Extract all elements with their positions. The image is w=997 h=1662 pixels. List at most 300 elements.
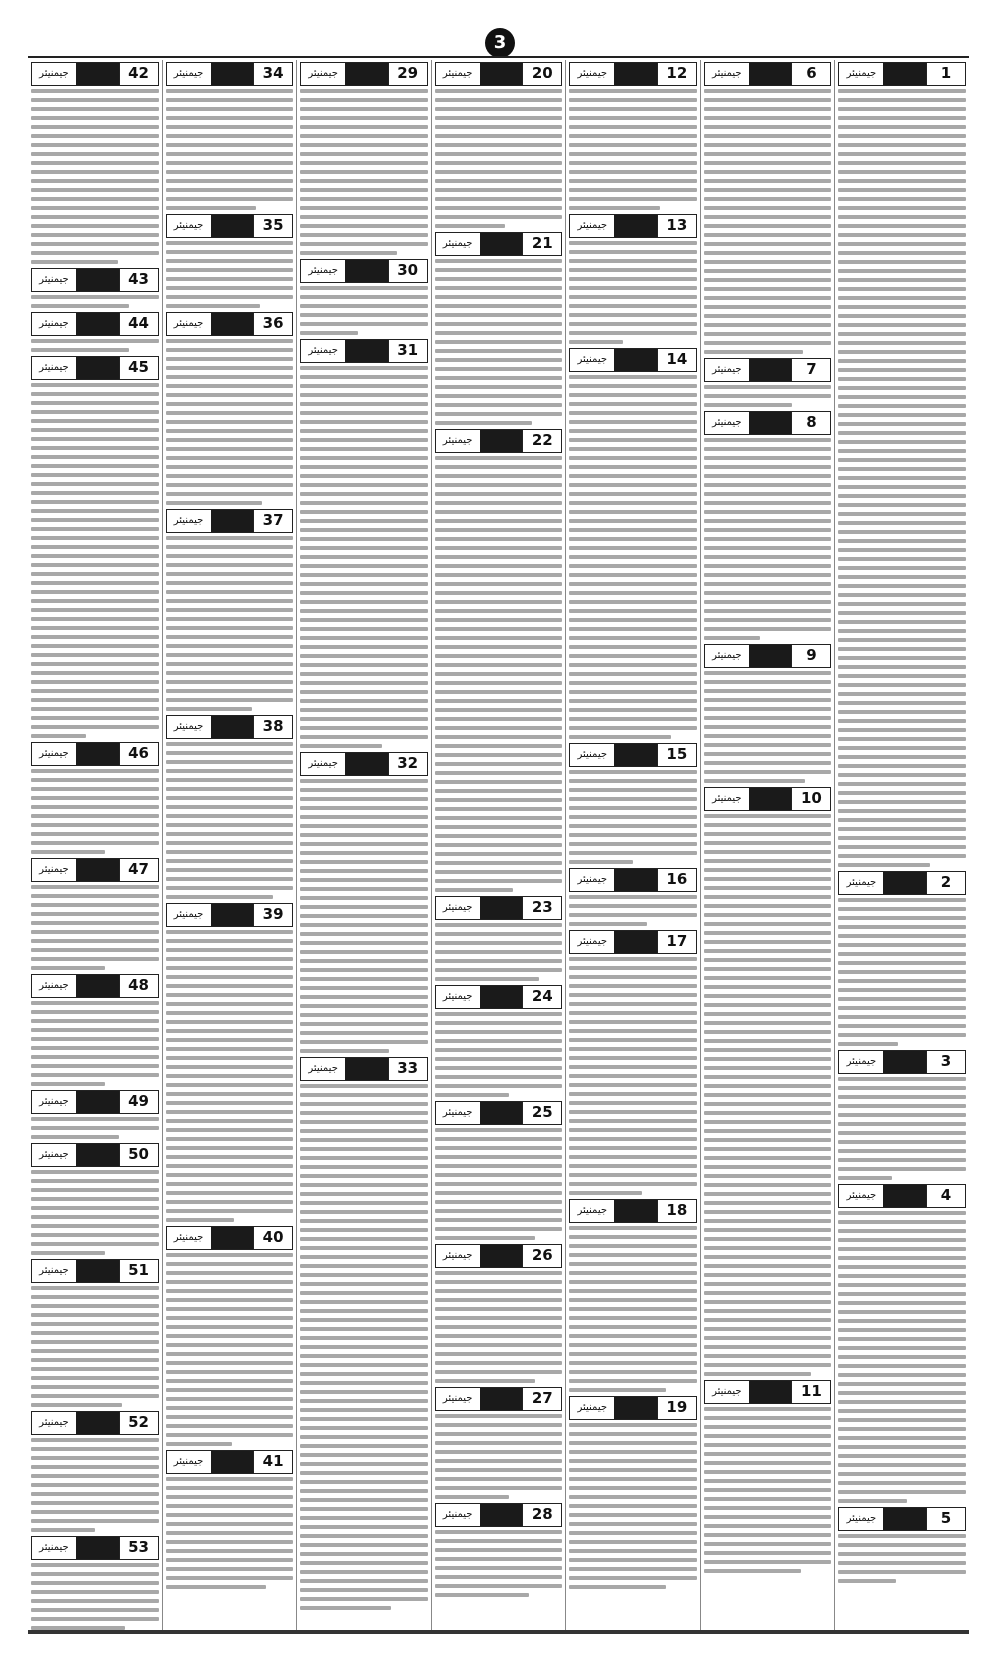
text-line bbox=[838, 1561, 966, 1565]
text-line bbox=[569, 1137, 697, 1141]
text-line bbox=[31, 1438, 159, 1442]
text-line bbox=[704, 1345, 832, 1349]
text-line bbox=[31, 1367, 159, 1371]
news-item-header bbox=[31, 1259, 159, 1283]
text-line bbox=[569, 250, 697, 254]
text-line bbox=[31, 671, 159, 675]
text-line bbox=[31, 563, 159, 567]
text-line bbox=[166, 89, 294, 93]
news-item-number: 48 bbox=[119, 975, 158, 997]
text-line bbox=[838, 134, 966, 138]
text-line bbox=[435, 1227, 563, 1231]
text-line bbox=[31, 581, 159, 585]
text-line bbox=[435, 780, 563, 784]
news-item-number: 17 bbox=[657, 931, 696, 953]
news-item-header bbox=[838, 1050, 966, 1074]
text-line bbox=[300, 914, 428, 918]
text-line bbox=[704, 1147, 832, 1151]
text-line bbox=[166, 671, 294, 675]
text-line bbox=[31, 518, 159, 522]
text-line bbox=[704, 1282, 832, 1286]
text-line bbox=[166, 805, 294, 809]
news-item-header-bar bbox=[345, 753, 388, 775]
text-line bbox=[300, 806, 428, 810]
text-line bbox=[31, 590, 159, 594]
text-line bbox=[435, 654, 563, 658]
text-line bbox=[31, 1501, 159, 1505]
text-line bbox=[31, 188, 159, 192]
text-line bbox=[704, 1515, 832, 1519]
news-item-header-bar bbox=[614, 744, 657, 766]
news-item-header bbox=[300, 752, 428, 776]
text-line bbox=[569, 98, 697, 102]
text-line bbox=[838, 215, 966, 219]
text-line bbox=[838, 1122, 966, 1126]
text-line bbox=[31, 1073, 159, 1077]
text-line bbox=[300, 1462, 428, 1466]
news-item-number: 18 bbox=[657, 1200, 696, 1222]
news-item-number: 3 bbox=[926, 1051, 965, 1073]
text-line bbox=[166, 429, 294, 433]
text-line bbox=[166, 286, 294, 290]
text-line bbox=[435, 519, 563, 523]
news-item-text-lines bbox=[300, 1084, 428, 1610]
text-line bbox=[31, 930, 159, 934]
text-line bbox=[569, 304, 697, 308]
text-line bbox=[31, 428, 159, 432]
text-line bbox=[31, 1340, 159, 1344]
text-line bbox=[838, 260, 966, 264]
text-line bbox=[435, 1557, 563, 1561]
text-line bbox=[435, 134, 563, 138]
news-item-header bbox=[704, 62, 832, 86]
text-line bbox=[704, 278, 832, 282]
news-item bbox=[435, 232, 563, 425]
text-line bbox=[704, 1524, 832, 1528]
news-item-number: 28 bbox=[522, 1504, 561, 1526]
news-item-text-lines bbox=[435, 456, 563, 892]
news-item-header bbox=[435, 232, 563, 256]
text-line bbox=[569, 1065, 697, 1069]
text-line bbox=[166, 277, 294, 281]
text-line bbox=[569, 681, 697, 685]
text-line bbox=[435, 1218, 563, 1222]
text-line bbox=[31, 1170, 159, 1174]
text-line bbox=[569, 788, 697, 792]
text-line bbox=[435, 582, 563, 586]
text-line bbox=[166, 1155, 294, 1159]
text-line bbox=[704, 600, 832, 604]
news-item-header bbox=[31, 356, 159, 380]
text-line bbox=[704, 1120, 832, 1124]
text-line bbox=[300, 295, 428, 299]
text-line bbox=[166, 1522, 294, 1526]
text-line bbox=[166, 698, 294, 702]
text-line bbox=[31, 1394, 159, 1398]
text-line bbox=[31, 608, 159, 612]
text-line bbox=[569, 591, 697, 595]
text-line bbox=[300, 717, 428, 721]
news-item-label: جیمنیئر bbox=[173, 220, 204, 231]
text-line bbox=[704, 725, 832, 729]
text-line bbox=[435, 286, 563, 290]
text-line bbox=[166, 984, 294, 988]
text-line bbox=[435, 1477, 563, 1481]
text-line bbox=[31, 680, 159, 684]
news-item-header-bar bbox=[76, 357, 119, 379]
news-item bbox=[569, 1199, 697, 1392]
text-line bbox=[838, 907, 966, 911]
news-item-header bbox=[569, 214, 697, 238]
text-line bbox=[704, 1336, 832, 1340]
text-line bbox=[838, 125, 966, 129]
news-item bbox=[166, 62, 294, 210]
text-line bbox=[166, 1558, 294, 1562]
text-line bbox=[31, 1599, 159, 1603]
text-line bbox=[569, 286, 697, 290]
text-line bbox=[569, 501, 697, 505]
text-line bbox=[838, 1104, 966, 1108]
text-line bbox=[300, 304, 428, 308]
text-line bbox=[300, 1507, 428, 1511]
text-line bbox=[166, 1002, 294, 1006]
text-line bbox=[300, 1282, 428, 1286]
text-line bbox=[435, 1271, 563, 1275]
text-line bbox=[31, 1010, 159, 1014]
text-line bbox=[838, 836, 966, 840]
news-item bbox=[300, 339, 428, 748]
text-line bbox=[838, 251, 966, 255]
text-line bbox=[569, 1191, 642, 1195]
text-line bbox=[435, 1146, 563, 1150]
text-line bbox=[569, 375, 697, 379]
text-line bbox=[704, 1497, 832, 1501]
text-line bbox=[166, 877, 294, 881]
text-line bbox=[435, 98, 563, 102]
text-line bbox=[31, 1295, 159, 1299]
text-line bbox=[300, 977, 428, 981]
text-line bbox=[300, 402, 428, 406]
text-line bbox=[300, 1381, 428, 1385]
text-line bbox=[31, 482, 159, 486]
text-line bbox=[704, 1219, 832, 1223]
text-line bbox=[838, 1346, 966, 1350]
news-item bbox=[569, 930, 697, 1195]
text-line bbox=[435, 197, 563, 201]
news-item-header bbox=[166, 1226, 294, 1250]
text-line bbox=[300, 672, 428, 676]
text-line bbox=[569, 1388, 666, 1392]
text-line bbox=[300, 375, 428, 379]
text-line bbox=[300, 842, 428, 846]
news-item-number: 23 bbox=[522, 897, 561, 919]
text-line bbox=[166, 1352, 294, 1356]
text-line bbox=[300, 1192, 428, 1196]
text-line bbox=[31, 653, 159, 657]
text-line bbox=[704, 1192, 832, 1196]
news-item bbox=[31, 1090, 159, 1139]
text-line bbox=[838, 764, 966, 768]
news-item-header-bar bbox=[749, 1381, 792, 1403]
text-line bbox=[569, 1316, 697, 1320]
news-item-text-lines bbox=[838, 1077, 966, 1180]
text-line bbox=[704, 1075, 832, 1079]
text-line bbox=[704, 689, 832, 693]
text-line bbox=[166, 1424, 294, 1428]
text-line bbox=[569, 779, 697, 783]
text-line bbox=[569, 645, 697, 649]
text-line bbox=[300, 726, 428, 730]
text-line bbox=[31, 1474, 159, 1478]
text-line bbox=[704, 152, 832, 156]
news-item-header-bar bbox=[345, 260, 388, 282]
news-item-header-bar bbox=[76, 1412, 119, 1434]
text-line bbox=[704, 949, 832, 953]
text-line bbox=[31, 161, 159, 165]
text-line bbox=[300, 1013, 428, 1017]
news-item-header-bar bbox=[480, 897, 523, 919]
news-item-label: جیمنیئر bbox=[39, 362, 69, 373]
text-line bbox=[31, 787, 159, 791]
text-line bbox=[569, 573, 697, 577]
text-line bbox=[704, 877, 832, 881]
text-line bbox=[31, 1019, 159, 1023]
text-line bbox=[569, 259, 697, 263]
text-line bbox=[166, 1074, 294, 1078]
text-line bbox=[569, 206, 660, 210]
text-line bbox=[569, 1486, 697, 1490]
text-line bbox=[704, 394, 832, 398]
text-line bbox=[166, 170, 294, 174]
news-item-text-lines bbox=[435, 259, 563, 425]
text-line bbox=[838, 143, 966, 147]
text-line bbox=[569, 1271, 697, 1275]
text-line bbox=[166, 339, 294, 343]
text-line bbox=[300, 1093, 428, 1097]
text-line bbox=[569, 1056, 697, 1060]
text-line bbox=[31, 814, 159, 818]
text-line bbox=[838, 1033, 966, 1037]
text-line bbox=[166, 1325, 294, 1329]
text-line bbox=[300, 125, 428, 129]
text-line bbox=[569, 456, 697, 460]
news-item-header-bar bbox=[76, 1537, 119, 1559]
text-line bbox=[704, 197, 832, 201]
text-line bbox=[569, 957, 697, 961]
text-line bbox=[31, 1224, 159, 1228]
text-line bbox=[435, 1495, 509, 1499]
news-item-header bbox=[704, 358, 832, 382]
text-line bbox=[838, 1086, 966, 1090]
text-line bbox=[569, 1307, 697, 1311]
news-item-number: 9 bbox=[791, 645, 830, 667]
news-item-header bbox=[704, 411, 832, 435]
text-line bbox=[435, 161, 563, 165]
news-item bbox=[838, 1507, 966, 1583]
text-line bbox=[704, 823, 832, 827]
news-item-text-lines bbox=[31, 1001, 159, 1086]
text-line bbox=[166, 1379, 294, 1383]
text-line bbox=[704, 510, 832, 514]
text-line bbox=[435, 1307, 563, 1311]
text-line bbox=[166, 545, 294, 549]
text-line bbox=[435, 1343, 563, 1347]
text-line bbox=[569, 313, 697, 317]
text-line bbox=[300, 161, 428, 165]
text-line bbox=[435, 492, 563, 496]
text-line bbox=[704, 483, 832, 487]
text-line bbox=[300, 1390, 428, 1394]
text-line bbox=[704, 1479, 832, 1483]
news-item-label: جیمنیئر bbox=[39, 68, 69, 79]
text-line bbox=[31, 1126, 159, 1130]
news-item-number: 8 bbox=[791, 412, 830, 434]
news-item-header bbox=[166, 509, 294, 533]
news-item-number: 13 bbox=[657, 215, 696, 237]
text-line bbox=[300, 1318, 428, 1322]
text-line bbox=[166, 393, 294, 397]
news-item-header-bar bbox=[211, 716, 254, 738]
text-line bbox=[435, 870, 563, 874]
text-line bbox=[569, 420, 697, 424]
columns-container bbox=[28, 60, 969, 1630]
text-line bbox=[166, 1209, 294, 1213]
text-line bbox=[300, 941, 428, 945]
text-line bbox=[31, 339, 159, 343]
text-line bbox=[569, 1002, 697, 1006]
news-item bbox=[300, 62, 428, 255]
text-line bbox=[166, 116, 294, 120]
text-line bbox=[569, 984, 697, 988]
text-line bbox=[704, 1560, 832, 1564]
text-line bbox=[166, 1047, 294, 1051]
news-item bbox=[435, 1101, 563, 1240]
text-line bbox=[31, 1028, 159, 1032]
text-line bbox=[31, 1135, 119, 1139]
text-line bbox=[300, 1120, 428, 1124]
text-line bbox=[300, 1498, 428, 1502]
text-line bbox=[838, 674, 966, 678]
text-line bbox=[300, 1156, 428, 1160]
text-line bbox=[300, 950, 428, 954]
news-column-4 bbox=[431, 60, 566, 1630]
text-line bbox=[31, 1510, 159, 1514]
news-item-label: جیمنیئر bbox=[173, 721, 204, 732]
text-line bbox=[838, 494, 966, 498]
news-item-header bbox=[435, 1244, 563, 1268]
text-line bbox=[166, 814, 294, 818]
text-line bbox=[31, 383, 159, 387]
news-item-header-bar bbox=[480, 1102, 523, 1124]
text-line bbox=[838, 1265, 966, 1269]
text-line bbox=[31, 823, 159, 827]
news-item-number: 40 bbox=[253, 1227, 292, 1249]
text-line bbox=[569, 609, 697, 613]
text-line bbox=[569, 833, 697, 837]
text-line bbox=[569, 1119, 697, 1123]
text-line bbox=[704, 716, 832, 720]
text-line bbox=[435, 1048, 563, 1052]
news-item-header-bar bbox=[883, 872, 926, 894]
text-line bbox=[435, 977, 540, 981]
text-line bbox=[166, 644, 294, 648]
news-item-label: جیمنیئر bbox=[712, 68, 742, 79]
text-line bbox=[435, 1566, 563, 1570]
text-line bbox=[569, 1477, 697, 1481]
text-line bbox=[704, 994, 832, 998]
text-line bbox=[569, 663, 697, 667]
text-line bbox=[569, 735, 671, 739]
news-item-label: جیمنیئر bbox=[308, 758, 338, 769]
text-line bbox=[838, 818, 966, 822]
text-line bbox=[704, 1039, 832, 1043]
text-line bbox=[704, 1452, 832, 1456]
text-line bbox=[435, 215, 563, 219]
text-line bbox=[300, 905, 428, 909]
text-line bbox=[704, 752, 832, 756]
news-item bbox=[704, 787, 832, 1376]
text-line bbox=[31, 1465, 159, 1469]
text-line bbox=[300, 1210, 428, 1214]
news-item-number: 37 bbox=[253, 510, 292, 532]
news-item-number: 20 bbox=[522, 63, 561, 85]
text-line bbox=[704, 1255, 832, 1259]
text-line bbox=[838, 602, 966, 606]
text-line bbox=[31, 197, 159, 201]
text-line bbox=[31, 1197, 159, 1201]
news-item-label: جیمنیئر bbox=[442, 1393, 473, 1404]
text-line bbox=[31, 473, 159, 477]
news-item-number: 31 bbox=[388, 340, 427, 362]
news-item-text-lines bbox=[838, 1211, 966, 1503]
text-line bbox=[166, 1477, 294, 1481]
news-item-header bbox=[166, 312, 294, 336]
text-line bbox=[569, 564, 697, 568]
text-line bbox=[838, 503, 966, 507]
news-item-text-lines bbox=[838, 1534, 966, 1583]
news-item-text-lines bbox=[300, 286, 428, 335]
text-line bbox=[838, 746, 966, 750]
text-line bbox=[435, 681, 563, 685]
news-item-header-bar bbox=[76, 743, 119, 765]
text-line bbox=[569, 1280, 697, 1284]
text-line bbox=[435, 528, 563, 532]
news-item-number: 39 bbox=[253, 904, 292, 926]
text-line bbox=[704, 1183, 832, 1187]
news-item-label: جیمنیئر bbox=[173, 1456, 204, 1467]
text-line bbox=[166, 1370, 294, 1374]
text-line bbox=[31, 500, 159, 504]
text-line bbox=[838, 386, 966, 390]
text-line bbox=[569, 618, 697, 622]
news-item-label: جیمنیئر bbox=[173, 318, 204, 329]
text-line bbox=[166, 850, 294, 854]
news-item-header-bar bbox=[76, 1144, 119, 1166]
text-line bbox=[704, 1111, 832, 1115]
news-item-text-lines bbox=[704, 1407, 832, 1573]
news-item-number: 29 bbox=[388, 63, 427, 85]
text-line bbox=[31, 107, 159, 111]
text-line bbox=[704, 1533, 832, 1537]
text-line bbox=[300, 366, 428, 370]
text-line bbox=[31, 716, 159, 720]
text-line bbox=[166, 626, 294, 630]
text-line bbox=[704, 125, 832, 129]
news-item-label: جیمنیئر bbox=[577, 1205, 608, 1216]
text-line bbox=[838, 548, 966, 552]
text-line bbox=[435, 116, 563, 120]
news-item-text-lines bbox=[838, 898, 966, 1046]
